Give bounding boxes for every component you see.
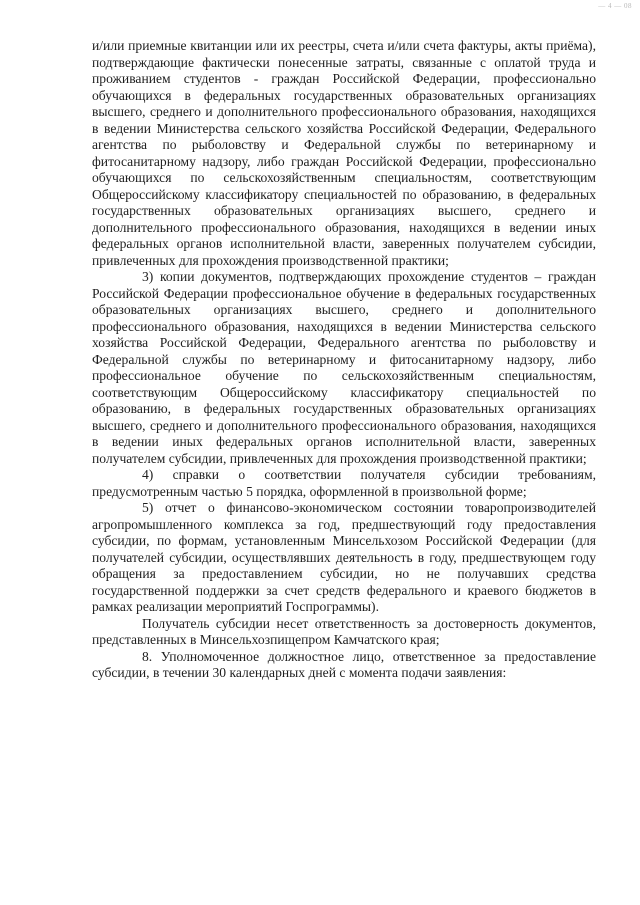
paragraph-item-5: 5) отчет о финансово-экономическом состоянии товаропроизводителей агропромышленного комплекса за год, предшествующий году предоставления субсидии, по формам, установленным Минсельхозом Российской Федерации (для получателей субсидии, осуществлявших деятельность в году, предшествующем году обращения за предоставлением субсидии, но не получавших средства государственной поддержки за счет средств федерального и краевого бюджетов в рамках реализации мероприятий Госпрограммы). <box>92 500 596 614</box>
paragraph-item-3: 3) копии документов, подтверждающих прохождение студентов – граждан Российской Федерации профессиональное обучение в федеральных государственных образовательных организациях высшего, среднего и дополнительного профессионального образования, находящихся в ведении Министерства сельского хозяйства Российской Федерации, Федерального агентства по рыболовству и Федеральной службы по ветеринарному и фитосанитарному надзору, либо профессиональное обучение по сельскохозяйственным специальностям, соответствующим Общероссийскому классификатору специальностей по образованию, в федеральных государственных образовательных организациях высшего, среднего и дополнительного профессионального образования, находящихся в ведении иных федеральных органов исполнительной власти, заверенных получателем субсидии, привлеченных для прохождения производственной практики; <box>92 269 596 466</box>
document-body <box>92 38 596 682</box>
paragraph-responsibility: Получатель субсидии несет ответственность за достоверность документов, представленных в Минсельхозпищепром Камчатского края; <box>92 615 596 647</box>
paragraph-clause-8: 8. Уполномоченное должностное лицо, ответственное за предоставление субсидии, в течении 30 календарных дней с момента подачи заявления: <box>92 648 596 680</box>
paragraph-item-4: 4) справки о соответствии получателя субсидии требованиям, предусмотренным частью 5 порядка, оформленной в произвольной форме; <box>92 467 596 499</box>
paragraph-supporting-docs-continuation: и/или приемные квитанции или их реестры, счета и/или счета фактуры, акты приёма), подтверждающие фактически понесенные затраты, связанные с оплатой труда и проживанием студентов - граждан Российской Федерации, профессионально обучающихся в федеральных государственных образовательных организациях высшего, среднего и дополнительного профессионального образования, находящихся в ведении Министерства сельского хозяйства Российской Федерации, Федерального агентства по рыболовству и Федеральной службы по ветеринарному и фитосанитарному надзору, либо граждан Российской Федерации, профессионально обучающихся по сельскохозяйственным специальностям, соответствующим Общероссийскому классификатору специальностей по образованию, в федеральных государственных образовательных организациях высшего, среднего и дополнительного профессионального образования, находящихся в ведении иных федеральных органов исполнительной власти, заверенных получателем субсидии, привлеченных для прохождения производственной практики; <box>92 38 596 268</box>
page-corner-mark: — 4 — 08 <box>598 2 632 10</box>
